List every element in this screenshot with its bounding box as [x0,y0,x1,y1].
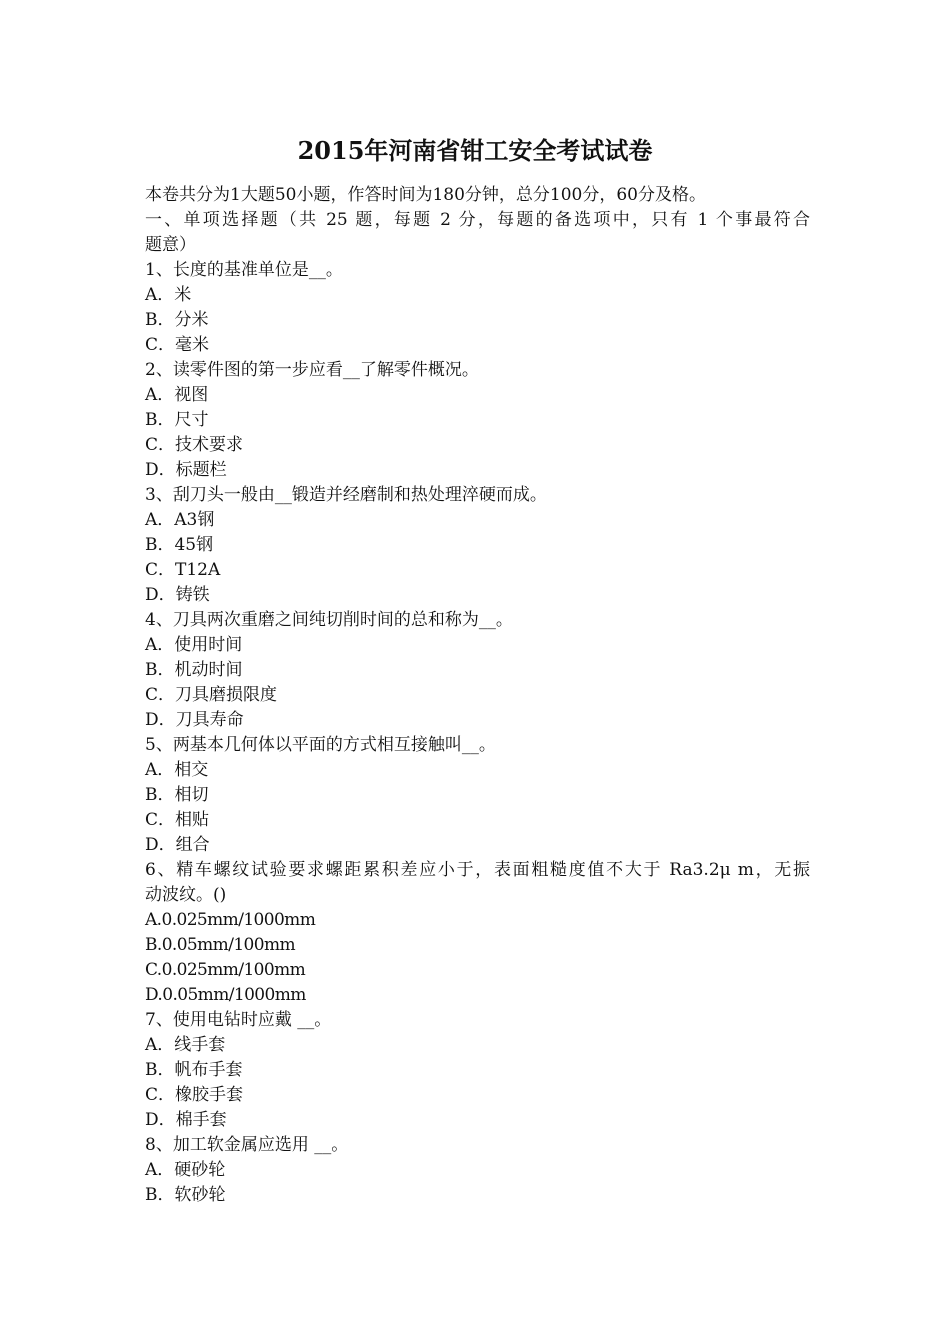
option-a: A.0.025mm/1000mm [145,910,316,930]
option-d: D．棉手套 [145,1110,227,1130]
question-stem: 7、使用电钻时应戴 __。 [145,1010,332,1030]
document-body [145,183,810,1208]
option-a: A．米 [145,285,192,305]
option-b: B．相切 [145,785,209,805]
option-d: D．刀具寿命 [145,710,244,730]
option-c: C．刀具磨损限度 [145,685,278,705]
question-stem: 6、精车螺纹试验要求螺距累积差应小于，表面粗糙度值不大于 Ra3.2μ m，无振 [145,860,810,880]
option-c: C．毫米 [145,335,210,355]
question-1 [145,258,810,358]
question-6 [145,858,810,1008]
option-d: D．标题栏 [145,460,227,480]
intro-text: 本卷共分为1大题50小题，作答时间为180分钟，总分100分，60分及格。 [145,185,706,205]
option-a: A．A3钢 [145,510,215,530]
option-c: C．T12A [145,560,221,580]
option-d: D．铸铁 [145,585,210,605]
question-5 [145,733,810,858]
option-b: B．机动时间 [145,660,243,680]
page-title: 2015年河南省钳工安全考试试卷 [297,136,653,165]
option-a: A．相交 [145,760,209,780]
question-stem: 8、加工软金属应选用 __。 [145,1135,349,1155]
option-b: B.0.05mm/100mm [145,935,296,955]
option-d: D．组合 [145,835,210,855]
option-c: C．相贴 [145,810,210,830]
section-heading-line-2: 题意） [145,235,196,255]
option-c: C.0.025mm/100mm [145,960,306,980]
question-stem-continued: 动波纹。() [145,885,227,905]
question-stem: 2、读零件图的第一步应看__了解零件概况。 [145,360,479,380]
section-heading-line-1: 一、单项选择题（共 25 题，每题 2 分，每题的备选项中，只有 1 个事最符合 [145,210,810,230]
option-a: A．线手套 [145,1035,226,1055]
option-a: A．视图 [145,385,209,405]
question-stem: 3、刮刀头一般由__锻造并经磨制和热处理淬硬而成。 [145,485,547,505]
option-b: B．尺寸 [145,410,209,430]
option-c: C．橡胶手套 [145,1085,244,1105]
option-b: B．分米 [145,310,209,330]
question-stem: 1、长度的基准单位是__。 [145,260,343,280]
option-b: B．软砂轮 [145,1185,226,1205]
question-stem: 5、两基本几何体以平面的方式相互接触叫__。 [145,735,496,755]
question-8 [145,1133,810,1208]
option-c: C．技术要求 [145,435,244,455]
option-b: B．45钢 [145,535,214,555]
question-2 [145,358,810,483]
option-a: A．使用时间 [145,635,243,655]
question-7 [145,1008,810,1133]
question-stem: 4、刀具两次重磨之间纯切削时间的总和称为__。 [145,610,513,630]
question-3 [145,483,810,608]
option-a: A．硬砂轮 [145,1160,226,1180]
option-d: D.0.05mm/1000mm [145,985,306,1005]
question-4 [145,608,810,733]
option-b: B．帆布手套 [145,1060,243,1080]
